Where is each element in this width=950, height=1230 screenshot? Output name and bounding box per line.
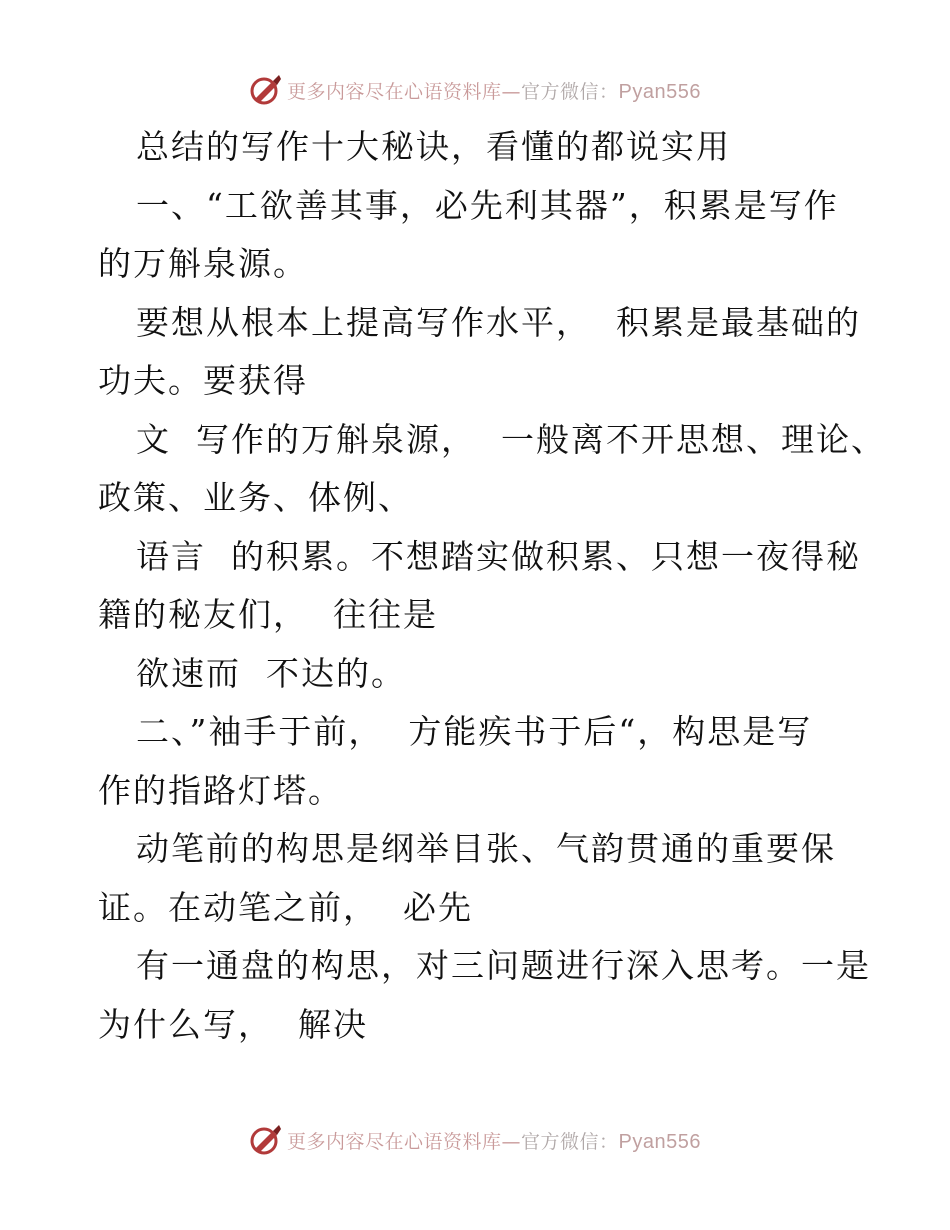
document-body bbox=[98, 118, 886, 1054]
text-line: 政策、业务、体例、 bbox=[98, 478, 413, 517]
banner-dash: — bbox=[501, 1130, 522, 1153]
text-line: 一、“工欲善其事，必先利其器”，积累是写作 bbox=[136, 185, 839, 225]
text-line: 证。在动笔之前， 必先 bbox=[98, 887, 473, 927]
text-line: 为什么写， 解决 bbox=[98, 1004, 368, 1044]
text-line: 有一通盘的构思，对三问题进行深入思考。一是 bbox=[136, 946, 871, 985]
text-line: 语言 的积累。不想踏实做积累、只想一夜得秘 bbox=[136, 536, 861, 576]
text-line: 功夫。要获得 bbox=[98, 361, 308, 400]
doc-title: 总结的写作十大秘诀，看懂的都说实用 bbox=[136, 127, 731, 166]
banner-wechat-label: 官方微信： bbox=[521, 1130, 619, 1153]
banner-dash: — bbox=[501, 80, 522, 103]
text-line: 欲速而 不达的。 bbox=[136, 653, 406, 693]
footer-banner bbox=[0, 1120, 950, 1160]
header-banner bbox=[0, 70, 950, 110]
text-line: 要想从根本上提高写作水平， 积累是最基础的 bbox=[136, 302, 861, 342]
pen-logo-icon bbox=[249, 1123, 283, 1157]
banner-wechat-id: Pyan556 bbox=[618, 80, 701, 103]
text-line: 动笔前的构思是纲举目张、气韵贯通的重要保 bbox=[136, 829, 836, 868]
text-line: 作的指路灯塔。 bbox=[98, 770, 343, 810]
text-line: 的万斛泉源。 bbox=[98, 244, 308, 283]
text-line: 文 写作的万斛泉源， 一般离不开思想、理论、 bbox=[136, 419, 886, 459]
banner-title: 更多内容尽在心语资料库 bbox=[287, 80, 502, 103]
banner-title: 更多内容尽在心语资料库 bbox=[287, 1130, 502, 1153]
pen-logo-icon bbox=[249, 73, 283, 107]
text-line: 籍的秘友们， 往往是 bbox=[98, 595, 438, 634]
banner-wechat-label: 官方微信： bbox=[521, 80, 619, 103]
text-line: 二、”袖手于前， 方能疾书于后“，构思是写 bbox=[136, 712, 813, 751]
banner-wechat-id: Pyan556 bbox=[618, 1130, 701, 1153]
